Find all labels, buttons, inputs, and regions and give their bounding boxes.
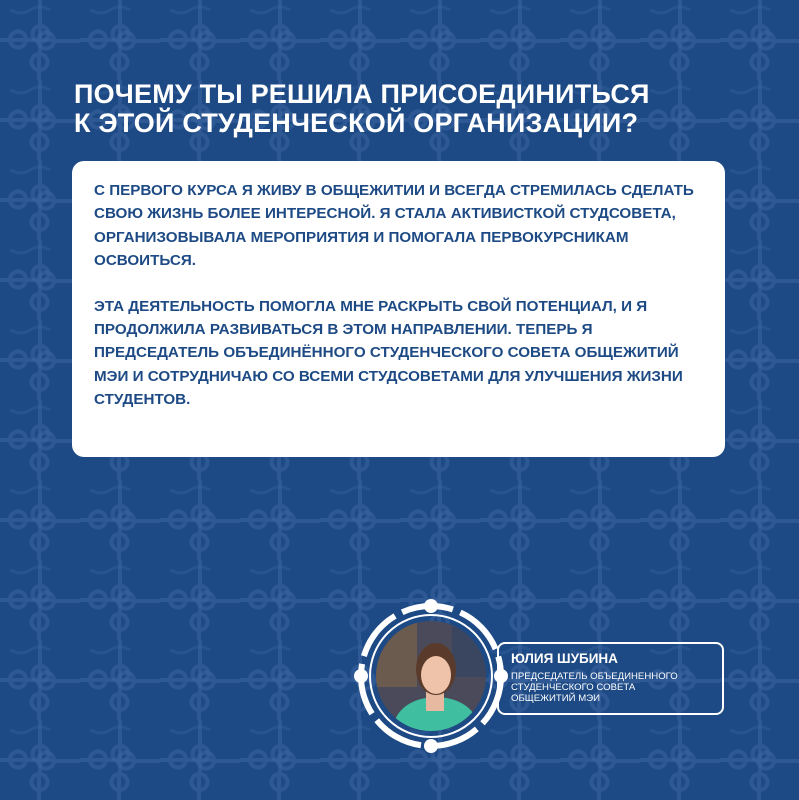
answer-card — [72, 161, 725, 457]
avatar-photo — [352, 597, 510, 755]
answer-paragraph-1: С ПЕРВОГО КУРСА Я ЖИВУ В ОБЩЕЖИТИИ И ВСЕГДА СТРЕМИЛАСЬ СДЕЛАТЬ СВОЮ ЖИЗНЬ БОЛЕЕ ИНТЕРЕСНОЙ. Я СТАЛА АКТИВИСТКОЙ СТУДСОВЕТА, ОРГАНИЗОВЫВАЛА МЕРОПРИЯТИЯ И ПОМОГАЛА ПЕРВОКУРСНИКАМ ОСВОИТЬСЯ. — [94, 182, 694, 270]
person-role-line-1: ПРЕДСЕДАТЕЛЬ ОБЪЕДИНЕННОГО — [511, 671, 678, 682]
person-role — [511, 671, 714, 704]
headline — [74, 80, 714, 138]
answer-paragraph-2: ЭТА ДЕЯТЕЛЬНОСТЬ ПОМОГЛА МНЕ РАСКРЫТЬ СВОЙ ПОТЕНЦИАЛ, И Я ПРОДОЛЖИЛА РАЗВИВАТЬСЯ В ЭТОМ НАПРАВЛЕНИИ. ТЕПЕРЬ Я ПРЕДСЕДАТЕЛЬ ОБЪЕДИНЁННОГО СТУДЕНЧЕСКОГО СОВЕТА ОБЩЕЖИТИЙ МЭИ И СОТРУДНИЧАЮ СО ВСЕМИ СТУДСОВЕТАМИ ДЛЯ УЛУЧШЕНИЯ ЖИЗНИ СТУДЕНТОВ. — [94, 297, 683, 409]
person-info-box — [497, 642, 724, 715]
person-name: ЮЛИЯ ШУБИНА — [511, 651, 618, 666]
person-role-line-3: ОБЩЕЖИТИЙ МЭИ — [511, 693, 601, 704]
avatar — [352, 597, 510, 755]
headline-line-1: ПОЧЕМУ ТЫ РЕШИЛА ПРИСОЕДИНИТЬСЯ — [74, 79, 650, 109]
person-role-line-2: СТУДЕНЧЕСКОГО СОВЕТА — [511, 682, 636, 693]
headline-line-2: К ЭТОЙ СТУДЕНЧЕСКОЙ ОРГАНИЗАЦИИ? — [74, 108, 639, 138]
